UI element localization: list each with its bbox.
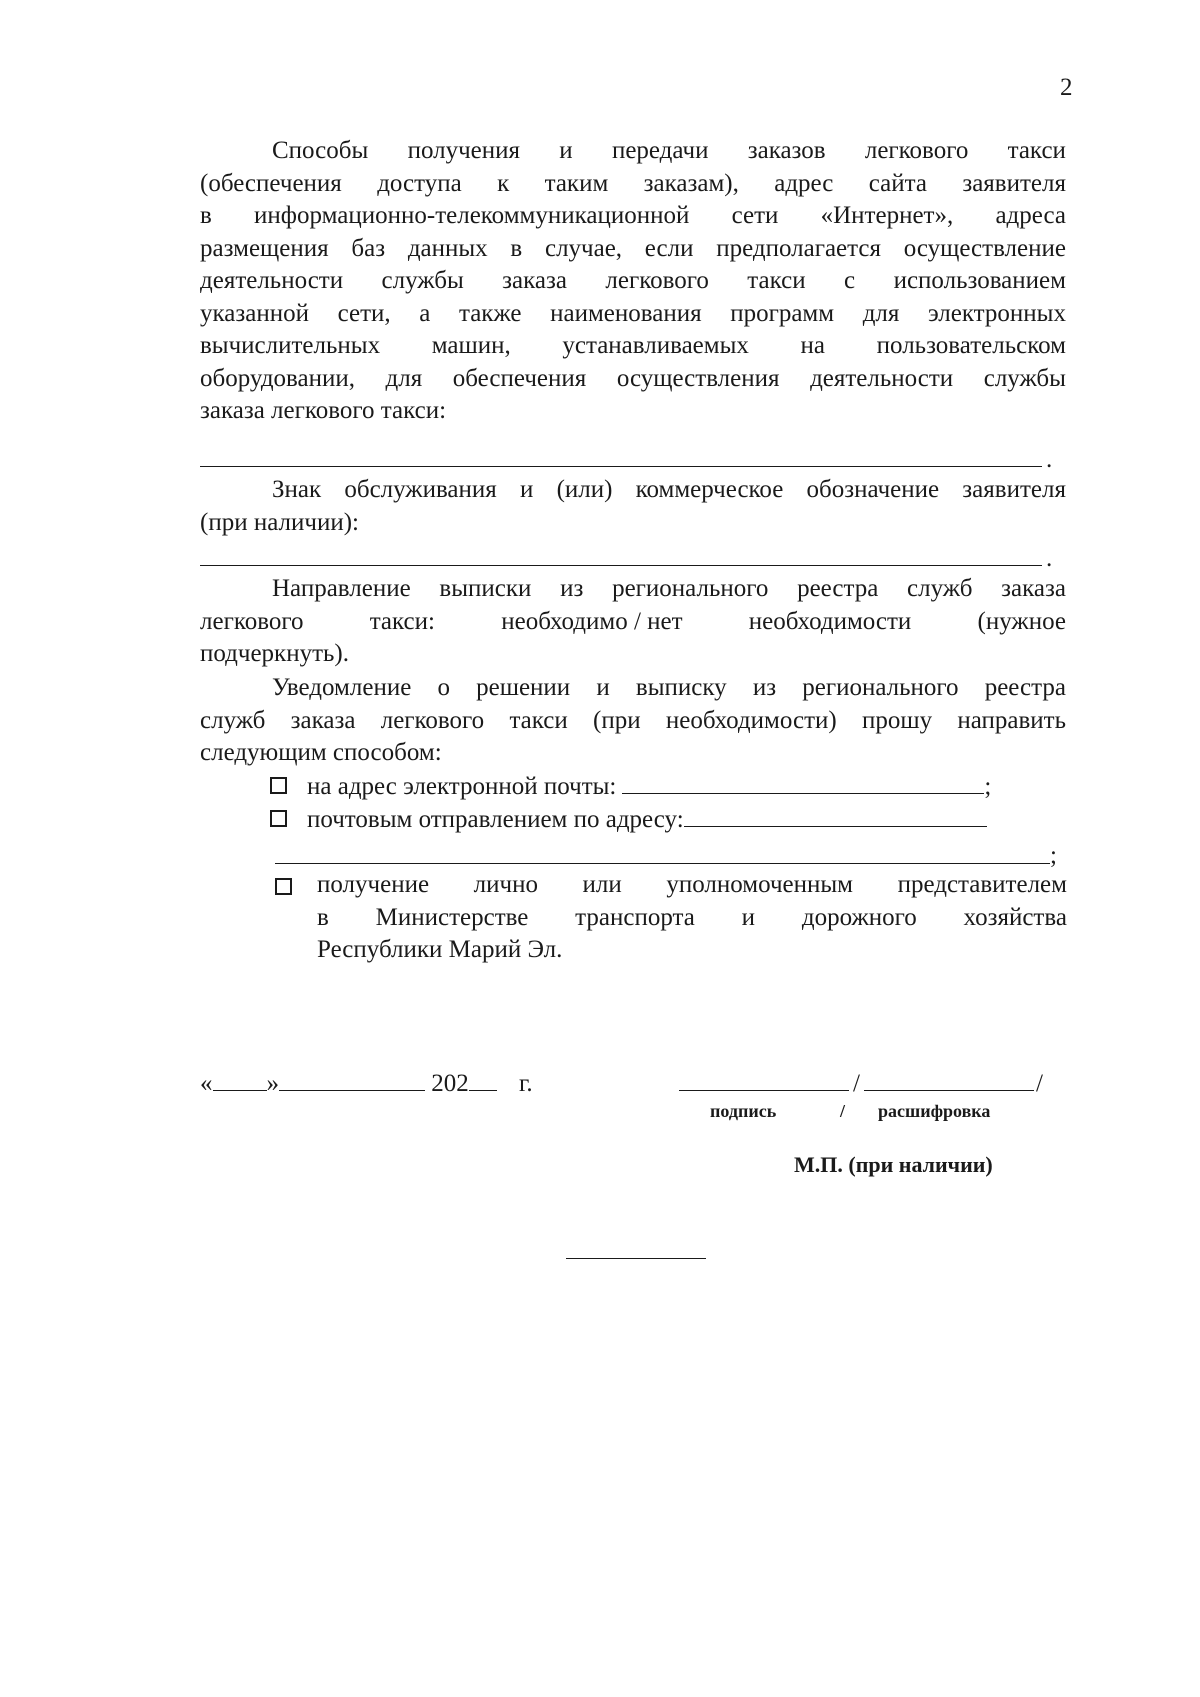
text-line — [317, 869, 1067, 902]
word: (нужное — [977, 607, 1066, 635]
date-day-fill[interactable] — [213, 1068, 267, 1091]
text-line — [200, 168, 1066, 201]
postal-checkbox[interactable] — [270, 810, 287, 827]
word: такси — [747, 267, 806, 294]
postal-fill-line[interactable] — [684, 804, 987, 827]
text-line — [200, 200, 1066, 233]
word: транспорта — [575, 903, 695, 931]
paragraph-service-mark — [200, 474, 1066, 539]
word: Направление — [272, 575, 411, 602]
word: если — [644, 234, 694, 262]
date-quote-open: « — [200, 1070, 213, 1097]
word: заказам), — [643, 169, 739, 197]
word: получения — [407, 137, 521, 164]
signature-fill[interactable] — [679, 1068, 849, 1091]
signature-slash-end: / — [1035, 1070, 1043, 1097]
word: легкового — [864, 137, 969, 164]
word: размещения — [200, 234, 329, 262]
word: осуществления — [616, 364, 780, 392]
word: с — [844, 267, 856, 294]
word: необходимости — [748, 607, 912, 635]
option-personal-text — [317, 869, 1067, 967]
word: и — [741, 903, 756, 931]
word: Способы — [272, 137, 369, 164]
word: указанной — [200, 299, 309, 327]
word: доступа — [377, 169, 462, 197]
email-label: на адрес электронной почты: — [307, 773, 617, 800]
postal-fill-line-2[interactable] — [275, 863, 1050, 864]
date-year-prefix: 202 — [431, 1070, 469, 1097]
word: деятельности — [810, 364, 954, 392]
word: сети, — [337, 299, 391, 327]
email-fill-line[interactable] — [622, 771, 984, 794]
word: хозяйства — [963, 903, 1067, 931]
caption-separator: / — [840, 1101, 846, 1121]
word: Уведомление — [272, 674, 412, 701]
word: осуществление — [903, 234, 1066, 262]
paragraph-order-methods — [200, 135, 1066, 428]
word: машин, — [431, 332, 511, 359]
word: деятельности — [200, 267, 344, 294]
signature-caption: подпись — [710, 1101, 777, 1121]
word: устанавливаемых — [562, 332, 749, 359]
word: уполномоченным — [666, 871, 853, 898]
word: Министерстве — [375, 903, 529, 931]
word: реестра — [797, 575, 879, 602]
word: заказа — [1001, 575, 1066, 602]
word: и — [519, 476, 534, 503]
word: регионального — [612, 575, 769, 602]
word: сети — [731, 202, 779, 229]
word: использованием — [893, 267, 1066, 294]
word: из — [752, 674, 777, 701]
word: а — [419, 299, 431, 327]
word: адрес — [774, 169, 834, 197]
word: также — [458, 299, 522, 327]
word: выписки — [439, 575, 532, 602]
word: легкового — [605, 267, 709, 294]
text-line — [200, 672, 1066, 705]
text-line-last: (при наличии): — [200, 508, 359, 536]
word: электронных — [928, 299, 1066, 327]
word: обеспечения — [452, 364, 587, 392]
order-methods-fill-line[interactable] — [200, 466, 1042, 467]
service-mark-fill-end: . — [1046, 545, 1053, 572]
text-line — [200, 474, 1066, 507]
word: легкового — [200, 607, 304, 635]
text-line-last: Республики Марий Эл. — [317, 936, 563, 963]
text-line — [200, 330, 1066, 363]
word: пользовательском — [876, 332, 1066, 359]
service-mark-fill-line[interactable] — [200, 565, 1042, 566]
text-line — [317, 902, 1067, 935]
word: и — [596, 674, 610, 701]
word: Знак — [272, 476, 322, 503]
option-email — [270, 771, 991, 801]
word: выписку — [635, 674, 727, 701]
word: регионального — [802, 674, 959, 701]
word: информационно-телекоммуникационной — [254, 202, 690, 229]
decoding-caption: расшифровка — [878, 1101, 991, 1121]
word: для — [862, 299, 900, 327]
postal-label: почтовым отправлением по адресу: — [307, 806, 684, 833]
date-year-fill[interactable] — [469, 1068, 497, 1091]
word: заявителя — [962, 476, 1066, 503]
text-line — [200, 233, 1066, 266]
page-number: 2 — [1060, 74, 1073, 101]
word: служб — [907, 575, 973, 602]
text-line — [200, 135, 1066, 168]
word: заявителя — [962, 169, 1066, 197]
text-line — [200, 363, 1066, 396]
word: баз — [351, 234, 386, 262]
word: оборудовании, — [200, 364, 355, 392]
word: коммерческое — [635, 476, 784, 503]
paragraph-extract-direction — [200, 573, 1066, 671]
word: службы — [381, 267, 464, 294]
word: прошу — [861, 706, 933, 734]
paragraph-notification — [200, 672, 1066, 770]
word: реестра — [984, 674, 1066, 701]
text-line — [200, 298, 1066, 331]
word: обозначение — [806, 476, 940, 503]
date-field — [200, 1068, 533, 1098]
word: случае, — [544, 234, 623, 262]
word: обслуживания — [344, 476, 497, 503]
word: адреса — [995, 202, 1066, 229]
word: такси — [1007, 137, 1066, 164]
word: в — [317, 903, 329, 931]
word: необходимости) — [665, 706, 837, 734]
word: или — [582, 871, 622, 898]
email-end: ; — [984, 773, 992, 800]
text-line — [200, 573, 1066, 606]
word: представителем — [897, 871, 1067, 898]
word: направить — [957, 706, 1066, 734]
word: заказов — [747, 137, 826, 164]
word: о — [437, 674, 450, 701]
postal-end: ; — [1050, 842, 1057, 869]
word: (или) — [556, 476, 613, 503]
date-quote-close: » — [266, 1070, 279, 1097]
word: в — [510, 234, 523, 262]
word: (при — [593, 706, 641, 734]
word: в — [200, 202, 212, 229]
word: сайта — [868, 169, 927, 197]
signature-field — [679, 1068, 1043, 1098]
word: решении — [476, 674, 571, 701]
word: (обеспечения — [200, 169, 342, 197]
word: заказа — [290, 706, 356, 734]
seal-note: М.П. (при наличии) — [794, 1152, 993, 1177]
personal-checkbox[interactable] — [275, 878, 292, 895]
text-line-last: подчеркнуть). — [200, 640, 349, 667]
date-month-fill[interactable] — [279, 1068, 425, 1091]
word: наименования — [550, 299, 702, 327]
word: легкового — [380, 706, 485, 734]
text-line — [200, 265, 1066, 298]
text-line — [200, 606, 1066, 639]
word: данных — [407, 234, 488, 262]
text-line-last: заказа легкового такси: — [200, 397, 447, 424]
word: на — [800, 332, 826, 359]
end-divider — [566, 1258, 706, 1259]
word: для — [385, 364, 423, 392]
word: программ — [730, 299, 835, 327]
word: к — [497, 169, 510, 197]
word: лично — [473, 871, 538, 898]
text-line — [200, 705, 1066, 738]
word: дорожного — [801, 903, 917, 931]
word: получение — [317, 871, 430, 898]
date-year-suffix: г. — [519, 1070, 533, 1097]
word: и — [559, 137, 573, 164]
word: такси: — [369, 607, 435, 635]
word: службы — [983, 364, 1066, 392]
order-methods-fill-end: . — [1046, 446, 1053, 473]
word: заказа — [502, 267, 567, 294]
word: из — [560, 575, 584, 602]
word: таким — [544, 169, 609, 197]
word: предполагается — [716, 234, 881, 262]
word: вычислительных — [200, 332, 381, 359]
decoding-fill[interactable] — [864, 1068, 1034, 1091]
word: необходимо / нет — [501, 607, 683, 635]
word: передачи — [611, 137, 709, 164]
signature-slash: / — [853, 1070, 860, 1097]
word: «Интернет», — [820, 202, 954, 229]
word: такси — [509, 706, 568, 734]
word: служб — [200, 706, 266, 734]
option-postal — [270, 804, 987, 834]
text-line-last: следующим способом: — [200, 739, 442, 766]
email-checkbox[interactable] — [270, 777, 287, 794]
